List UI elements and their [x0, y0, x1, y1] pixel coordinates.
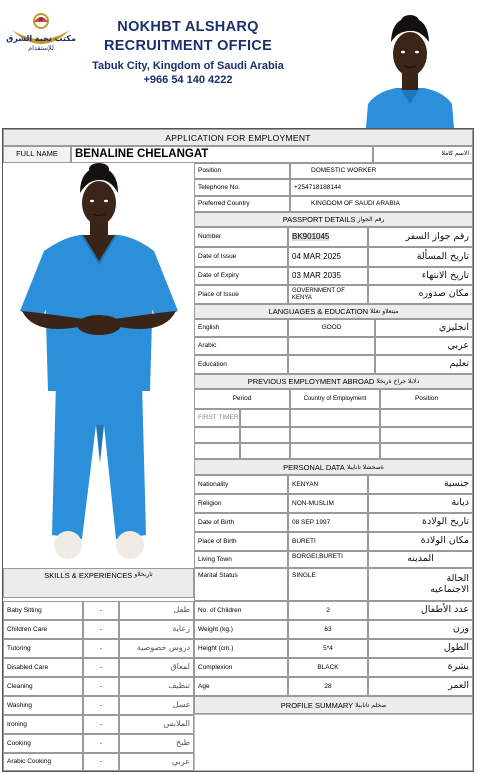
- telephone-value: +254718188144: [290, 179, 473, 196]
- skills-header-ar: تاربخلاو: [134, 571, 153, 578]
- skill-ironing-value: -: [83, 715, 119, 734]
- skill-baby-sitting-value: -: [83, 601, 119, 620]
- age-ar: العمر: [368, 677, 473, 696]
- date-of-birth-label: Date of Birth: [194, 513, 288, 532]
- complexion-ar: بشرة: [368, 658, 473, 677]
- previous-employment-header-ar: دلابلا جراخ ةربخلا: [376, 378, 420, 385]
- education-label: Education: [194, 355, 288, 374]
- arabic-ar: عربي: [375, 337, 473, 355]
- english-value: GOOD: [288, 319, 375, 337]
- skill-disabled-care-value: -: [83, 658, 119, 677]
- skill-arabic-cooking-value: -: [83, 753, 119, 771]
- skill-washing-label: Washing: [3, 696, 83, 715]
- place-of-birth-label: Place of Birth: [194, 532, 288, 551]
- height-ar: الطول: [368, 639, 473, 658]
- preferred-country-value: KINGDOM OF SAUDI ARABIA: [290, 196, 473, 212]
- age-label: Age: [194, 677, 288, 696]
- skill-disabled-care-label: Disabled Care: [3, 658, 83, 677]
- position-value: DOMESTIC WORKER: [290, 163, 473, 179]
- position-label: Position: [194, 163, 290, 179]
- skill-baby-sitting-ar: طفل: [119, 601, 194, 620]
- nationality-value: KENYAN: [288, 475, 368, 494]
- personal-data-header-text: PERSONAL DATA: [283, 462, 345, 472]
- personal-data-header-ar: ةصخشلا تانايبلا: [346, 463, 384, 471]
- preferred-country-label: Preferred Country: [194, 196, 290, 212]
- passport-number-value: BK901045: [288, 227, 368, 247]
- telephone-label: Telephone No.: [194, 179, 290, 196]
- religion-value: NON-MUSLIM: [288, 494, 368, 513]
- skill-children-care-ar: رعاية: [119, 620, 194, 639]
- children-label: No. of Children: [194, 601, 288, 620]
- skill-cleaning-ar: تنظيف: [119, 677, 194, 696]
- col-period: Period: [194, 389, 290, 409]
- skill-tutoring-ar: دروس خصوصية: [119, 639, 194, 658]
- first-timer: FIRST TIMER: [194, 409, 240, 427]
- prev-row-3-period-end: [240, 443, 290, 459]
- height-value: 5*4: [288, 639, 368, 658]
- company-name: NOKHBT ALSHARQ: [117, 19, 259, 35]
- date-of-birth-value: 08 SEP 1997: [288, 513, 368, 532]
- skill-arabic-cooking-ar: عربي: [119, 753, 194, 771]
- prev-row-3-country: [290, 443, 380, 459]
- letterhead: [0, 0, 477, 128]
- company-subtitle: RECRUITMENT OFFICE: [103, 38, 273, 54]
- skill-tutoring-label: Tutoring: [3, 639, 83, 658]
- nationality-ar: جنسية: [368, 475, 473, 494]
- skill-arabic-cooking-label: Arabic Cooking: [3, 753, 83, 771]
- marital-status-ar: [368, 568, 473, 601]
- marital-status-value: SINGLE: [288, 568, 368, 601]
- profile-summary-header-ar: صخلم تانايبلا: [355, 701, 387, 709]
- place-of-birth-ar: مكان الولادة: [368, 532, 473, 551]
- prev-row-3-position: [380, 443, 473, 459]
- date-of-expiry-ar: تاريخ الانتهاء: [368, 267, 473, 285]
- children-value: 2: [288, 601, 368, 620]
- profile-summary-header-text: PROFILE SUMMARY: [280, 700, 354, 710]
- form-title: APPLICATION FOR EMPLOYMENT: [3, 129, 473, 146]
- profile-summary-body: [194, 714, 473, 771]
- passport-header-text: PASSPORT DETAILS: [282, 215, 356, 224]
- application-form: [2, 128, 474, 772]
- col-position: Position: [380, 389, 473, 409]
- skill-cleaning-label: Cleaning: [3, 677, 83, 696]
- weight-ar: وزن: [368, 620, 473, 639]
- languages-header-ar: ميتعلاو تغللا: [370, 308, 399, 315]
- marital-status-ar-2: الاجتماعيه: [430, 583, 469, 595]
- full-name-label: FULL NAME: [3, 146, 71, 163]
- place-of-issue-label: Place of Issue: [194, 285, 288, 304]
- prev-row-1-period-end: [240, 409, 290, 427]
- living-town-ar: المدينه: [368, 551, 473, 568]
- prev-row-2-period-start: [194, 427, 240, 443]
- complexion-label: Complexion: [194, 658, 288, 677]
- prev-row-2-period-end: [240, 427, 290, 443]
- skill-disabled-care-ar: لمعاق: [119, 658, 194, 677]
- skills-header-text: SKILLS & EXPERIENCES: [44, 571, 133, 580]
- education-ar: تعليم: [375, 355, 473, 374]
- skill-ironing-ar: الملابس: [119, 715, 194, 734]
- place-of-birth-value: BURETI: [288, 532, 368, 551]
- skill-cleaning-value: -: [83, 677, 119, 696]
- skill-cooking-label: Cooking: [3, 734, 83, 753]
- skill-washing-ar: غسل: [119, 696, 194, 715]
- living-town-value: BORGEI,BURETI: [288, 551, 368, 568]
- skills-header: [3, 568, 194, 598]
- previous-employment-header-text: PREVIOUS EMPLOYMENT ABROAD: [247, 377, 375, 386]
- passport-header: [194, 212, 473, 227]
- logo-text-ar-2: للإستقدام: [28, 44, 54, 52]
- living-town-label: Living Town: [194, 551, 288, 568]
- full-name-label-ar: الاسم كاملا: [373, 146, 473, 163]
- full-name-value: BENALINE CHELANGAT: [71, 146, 373, 163]
- height-label: Height (cm.): [194, 639, 288, 658]
- date-of-issue-ar: تاريخ المسألة: [368, 247, 473, 267]
- place-of-issue-ar: مكان صدوره: [368, 285, 473, 304]
- complexion-value: BLACK: [288, 658, 368, 677]
- date-of-issue-value: 04 MAR 2025: [288, 247, 368, 267]
- children-ar: عدد الأطفال: [368, 601, 473, 620]
- prev-row-1-country: [290, 409, 380, 427]
- languages-header-text: LANGUAGES & EDUCATION: [268, 307, 369, 316]
- nationality-label: Nationality: [194, 475, 288, 494]
- skill-children-care-value: -: [83, 620, 119, 639]
- languages-header: [194, 304, 473, 319]
- arabic-value: [288, 337, 375, 355]
- age-value: 28: [288, 677, 368, 696]
- marital-status-label: Marital Status: [194, 568, 288, 601]
- date-of-expiry-label: Date of Expiry: [194, 267, 288, 285]
- prev-row-2-country: [290, 427, 380, 443]
- profile-summary-header: [194, 696, 473, 714]
- education-value: [288, 355, 375, 374]
- date-of-issue-label: Date of Issue: [194, 247, 288, 267]
- passport-header-ar: رقم الجواز: [357, 216, 385, 223]
- weight-value: 63: [288, 620, 368, 639]
- skill-tutoring-value: -: [83, 639, 119, 658]
- previous-employment-header: [194, 374, 473, 389]
- religion-label: Religion: [194, 494, 288, 513]
- prev-row-3-period-start: [194, 443, 240, 459]
- skill-ironing-label: Ironing: [3, 715, 83, 734]
- arabic-label: Arabic: [194, 337, 288, 355]
- passport-number-label: Number: [194, 227, 288, 247]
- company-phone: +966 54 140 4222: [143, 74, 233, 86]
- place-of-issue-value: GOVERNMENT OF KENYA: [288, 285, 368, 304]
- company-address: Tabuk City, Kingdom of Saudi Arabia: [92, 60, 284, 72]
- company-logo: [4, 10, 78, 58]
- prev-row-1-position: [380, 409, 473, 427]
- skill-cooking-value: -: [83, 734, 119, 753]
- english-label: English: [194, 319, 288, 337]
- english-ar: انجليزي: [375, 319, 473, 337]
- marital-status-ar-1: الحالة: [446, 573, 469, 585]
- full-body-photo: [4, 163, 194, 565]
- religion-ar: ديانة: [368, 494, 473, 513]
- skill-cooking-ar: طبخ: [119, 734, 194, 753]
- skill-washing-value: -: [83, 696, 119, 715]
- date-of-birth-ar: تاريخ الولادة: [368, 513, 473, 532]
- logo-text-ar-1: مكتب نخبة الشرق: [6, 34, 76, 43]
- passport-number-ar: رقم جواز السفر: [368, 227, 473, 247]
- headshot-photo: [362, 12, 458, 128]
- company-block: [82, 18, 294, 87]
- skill-baby-sitting-label: Baby Sitting: [3, 601, 83, 620]
- skill-children-care-label: Children Care: [3, 620, 83, 639]
- prev-row-2-position: [380, 427, 473, 443]
- weight-label: Weight (kg.): [194, 620, 288, 639]
- date-of-expiry-value: 03 MAR 2035: [288, 267, 368, 285]
- personal-data-header: [194, 459, 473, 475]
- col-country: Country of Employment: [290, 389, 380, 409]
